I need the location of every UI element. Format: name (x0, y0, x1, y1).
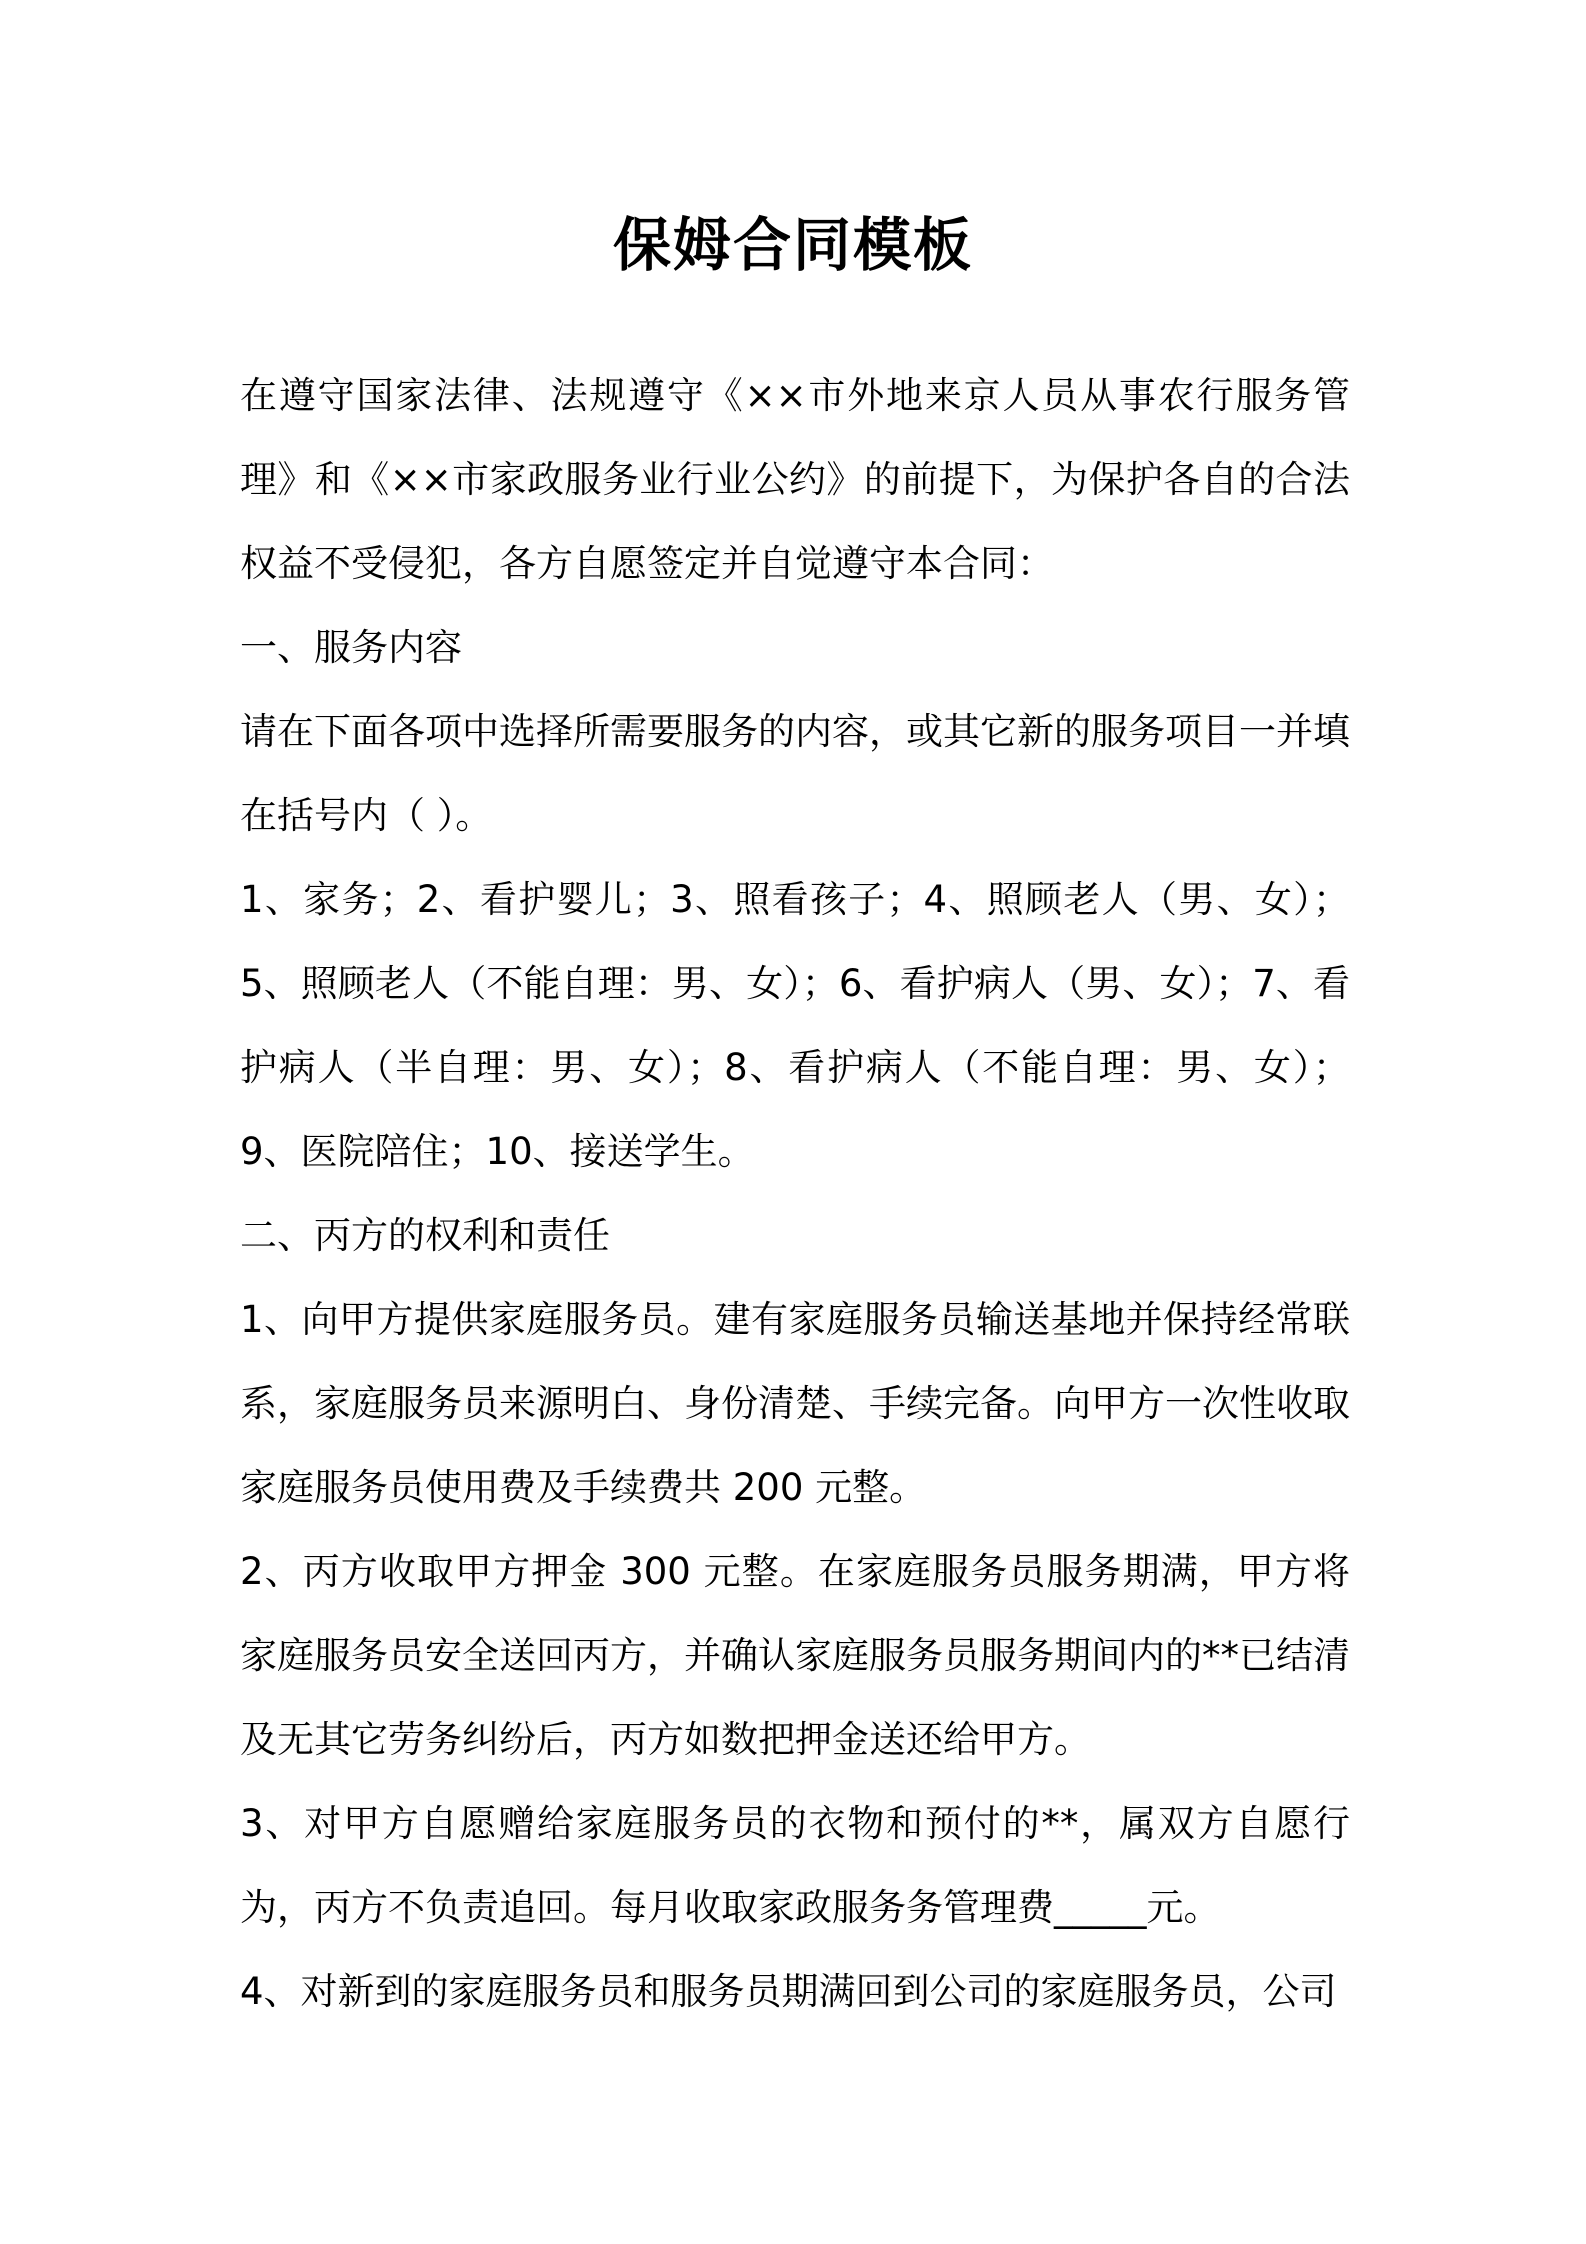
clause-4-paragraph: 4、对新到的家庭服务员和服务员期满回到公司的家庭服务员，公司 (240, 1970, 1337, 2013)
preamble-paragraph: 在遵守国家法律、法规遵守《××市外地来京人员从事农行服务管理》和《××市家政服务业行业公约》的前提下，为保护各自的合法权益不受侵犯，各方自愿签定并自觉遵守本合同： (240, 374, 1350, 585)
document-title: 保姆合同模板 (612, 211, 973, 279)
section-heading-party-c-rights: 二、丙方的权利和责任 (240, 1214, 610, 1257)
clause-1-paragraph: 1、向甲方提供家庭服务员。建有家庭服务员输送基地并保持经常联系，家庭服务员来源明白、身份清楚、手续完备。向甲方一次性收取家庭服务员使用费及手续费共 200 元整。 (240, 1298, 1350, 1509)
service-instruction-paragraph: 请在下面各项中选择所需要服务的内容，或其它新的服务项目一并填在括号内（ ）。 (240, 710, 1350, 837)
clause-2-paragraph: 2、丙方收取甲方押金 300 元整。在家庭服务员服务期满，甲方将家庭服务员安全送回丙方，并确认家庭服务员服务期间内的**已结清及无其它劳务纠纷后，丙方如数把押金送还给甲方。 (240, 1550, 1350, 1761)
document-body (240, 354, 1350, 2034)
section-heading-service-content: 一、服务内容 (240, 626, 462, 669)
clause-3-paragraph: 3、对甲方自愿赠给家庭服务员的衣物和预付的**，属双方自愿行为，丙方不负责追回。每月收取家政服务务管理费_____元。 (240, 1802, 1350, 1929)
service-options-paragraph: 1、家务；2、看护婴儿；3、照看孩子；4、照顾老人（男、女）；5、照顾老人（不能自理：男、女）；6、看护病人（男、女）；7、看护病人（半自理：男、女）；8、看护病人（不能自理：男、女）；9、医院陪住；10、接送学生。 (240, 878, 1350, 1173)
